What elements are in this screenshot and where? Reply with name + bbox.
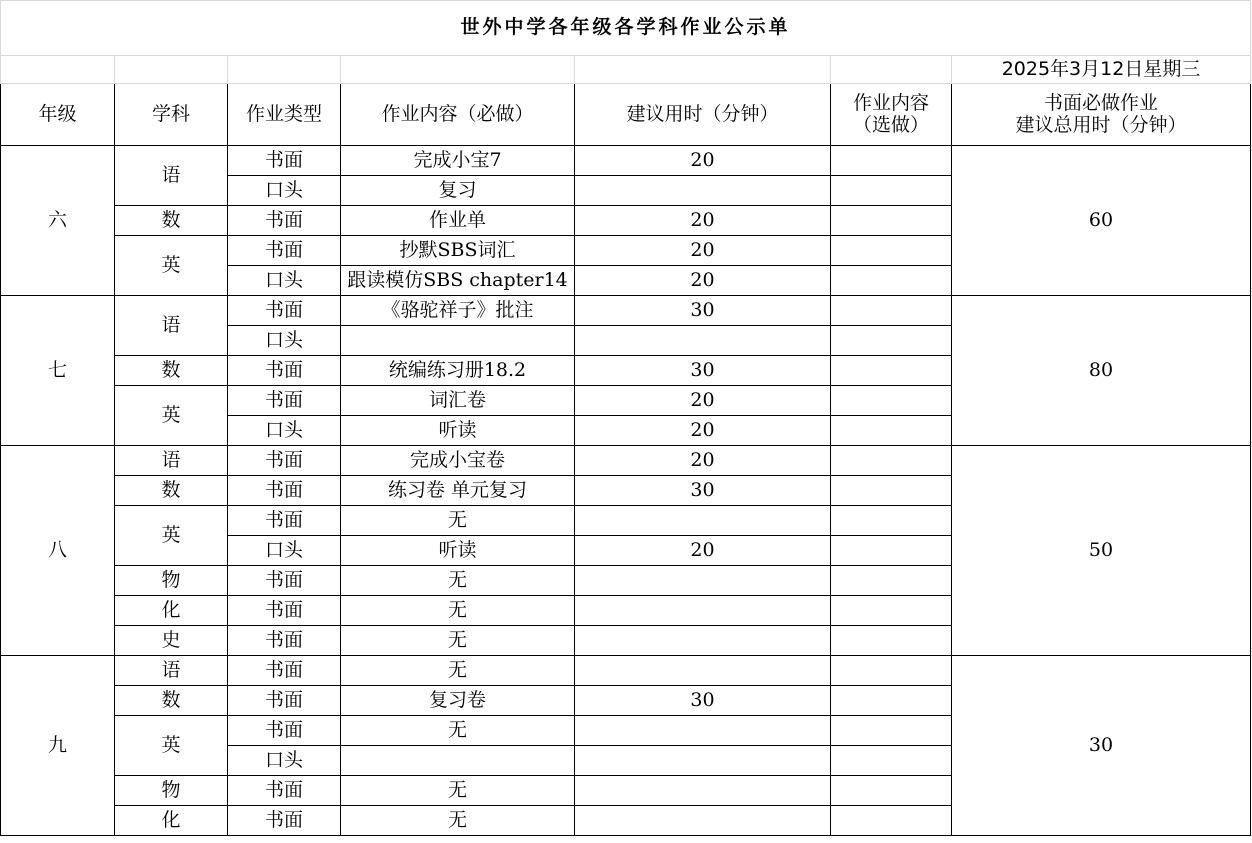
content-cell: 统编练习册18.2: [341, 356, 575, 386]
content-cell: 练习卷 单元复习: [341, 476, 575, 506]
time-cell: 20: [575, 266, 831, 296]
page-title: 世外中学各年级各学科作业公示单: [1, 1, 1251, 56]
type-cell: 口头: [228, 746, 341, 776]
optional-cell: [831, 626, 952, 656]
type-cell: 书面: [228, 596, 341, 626]
subject-cell: 数: [115, 686, 228, 716]
type-cell: 书面: [228, 626, 341, 656]
header-total: [952, 84, 1251, 146]
type-cell: 书面: [228, 386, 341, 416]
optional-cell: [831, 506, 952, 536]
optional-cell: [831, 176, 952, 206]
content-cell: 复习: [341, 176, 575, 206]
content-cell: 《骆驼祥子》批注: [341, 296, 575, 326]
total-time-cell: 50: [952, 446, 1251, 656]
time-cell: [575, 326, 831, 356]
subject-cell: 英: [115, 386, 228, 446]
spacer-cell: [1, 56, 115, 84]
optional-cell: [831, 716, 952, 746]
optional-cell: [831, 806, 952, 836]
content-cell: 词汇卷: [341, 386, 575, 416]
content-cell: 复习卷: [341, 686, 575, 716]
spacer-cell: [115, 56, 228, 84]
header-content: 作业内容（必做）: [341, 84, 575, 146]
time-cell: 20: [575, 146, 831, 176]
optional-cell: [831, 206, 952, 236]
content-cell: 无: [341, 626, 575, 656]
subject-cell: 物: [115, 776, 228, 806]
content-cell: 无: [341, 776, 575, 806]
time-cell: [575, 506, 831, 536]
type-cell: 书面: [228, 476, 341, 506]
type-cell: 书面: [228, 356, 341, 386]
time-cell: [575, 626, 831, 656]
optional-cell: [831, 146, 952, 176]
optional-cell: [831, 686, 952, 716]
content-cell: 完成小宝卷: [341, 446, 575, 476]
subject-cell: 史: [115, 626, 228, 656]
type-cell: 书面: [228, 146, 341, 176]
time-cell: 30: [575, 686, 831, 716]
type-cell: 书面: [228, 686, 341, 716]
subject-cell: 英: [115, 506, 228, 566]
header-grade: 年级: [1, 84, 115, 146]
content-cell: 完成小宝7: [341, 146, 575, 176]
header-total-line2: 建议总用时（分钟）: [1015, 113, 1187, 136]
optional-cell: [831, 746, 952, 776]
type-cell: 书面: [228, 236, 341, 266]
optional-cell: [831, 416, 952, 446]
content-cell: 抄默SBS词汇: [341, 236, 575, 266]
time-cell: [575, 596, 831, 626]
content-cell: 无: [341, 506, 575, 536]
content-cell: 无: [341, 566, 575, 596]
grade-cell: 六: [1, 146, 115, 296]
total-time-cell: 30: [952, 656, 1251, 836]
header-subject: 学科: [115, 84, 228, 146]
header-total-line1: 书面必做作业: [1044, 91, 1159, 114]
time-cell: 20: [575, 446, 831, 476]
subject-cell: 语: [115, 296, 228, 356]
header-time: 建议用时（分钟）: [575, 84, 831, 146]
header-optional-line1: 作业内容: [852, 91, 929, 114]
optional-cell: [831, 476, 952, 506]
time-cell: 20: [575, 206, 831, 236]
subject-cell: 化: [115, 806, 228, 836]
grade-cell: 七: [1, 296, 115, 446]
time-cell: [575, 176, 831, 206]
optional-cell: [831, 446, 952, 476]
subject-cell: 数: [115, 476, 228, 506]
table-row: [1, 656, 1251, 686]
content-cell: 无: [341, 596, 575, 626]
optional-cell: [831, 776, 952, 806]
type-cell: 书面: [228, 806, 341, 836]
time-cell: [575, 806, 831, 836]
time-cell: [575, 776, 831, 806]
time-cell: 20: [575, 416, 831, 446]
content-cell: [341, 326, 575, 356]
time-cell: 30: [575, 476, 831, 506]
type-cell: 书面: [228, 506, 341, 536]
spacer-cell: [228, 56, 341, 84]
type-cell: 书面: [228, 296, 341, 326]
total-time-cell: 80: [952, 296, 1251, 446]
content-cell: 听读: [341, 416, 575, 446]
header-row: [1, 84, 1251, 146]
subject-cell: 英: [115, 236, 228, 296]
optional-cell: [831, 566, 952, 596]
type-cell: 书面: [228, 776, 341, 806]
subject-cell: 语: [115, 146, 228, 206]
time-cell: [575, 566, 831, 596]
time-cell: 20: [575, 536, 831, 566]
type-cell: 口头: [228, 536, 341, 566]
optional-cell: [831, 356, 952, 386]
type-cell: 口头: [228, 416, 341, 446]
subject-cell: 英: [115, 716, 228, 776]
type-cell: 口头: [228, 176, 341, 206]
time-cell: [575, 656, 831, 686]
content-cell: 无: [341, 806, 575, 836]
optional-cell: [831, 386, 952, 416]
spacer-cell: [575, 56, 831, 84]
time-cell: 30: [575, 356, 831, 386]
subject-cell: 语: [115, 446, 228, 476]
subject-cell: 物: [115, 566, 228, 596]
content-cell: 跟读模仿SBS chapter14: [341, 266, 575, 296]
grade-cell: 八: [1, 446, 115, 656]
grade-cell: 九: [1, 656, 115, 836]
optional-cell: [831, 296, 952, 326]
optional-cell: [831, 266, 952, 296]
optional-cell: [831, 536, 952, 566]
content-cell: 作业单: [341, 206, 575, 236]
optional-cell: [831, 326, 952, 356]
content-cell: 无: [341, 656, 575, 686]
spacer-cell: [831, 56, 952, 84]
optional-cell: [831, 596, 952, 626]
type-cell: 书面: [228, 656, 341, 686]
subject-cell: 数: [115, 206, 228, 236]
total-time-cell: 60: [952, 146, 1251, 296]
header-optional-line2: （选做）: [852, 113, 929, 136]
time-cell: 20: [575, 236, 831, 266]
time-cell: 20: [575, 386, 831, 416]
subject-cell: 数: [115, 356, 228, 386]
header-type: 作业类型: [228, 84, 341, 146]
type-cell: 书面: [228, 566, 341, 596]
table-row: [1, 446, 1251, 476]
content-cell: 无: [341, 716, 575, 746]
type-cell: 口头: [228, 266, 341, 296]
type-cell: 口头: [228, 326, 341, 356]
content-cell: [341, 746, 575, 776]
subject-cell: 化: [115, 596, 228, 626]
table-row: [1, 296, 1251, 326]
time-cell: 30: [575, 296, 831, 326]
subject-cell: 语: [115, 656, 228, 686]
type-cell: 书面: [228, 206, 341, 236]
header-optional: [831, 84, 952, 146]
type-cell: 书面: [228, 446, 341, 476]
spacer-cell: [341, 56, 575, 84]
content-cell: 听读: [341, 536, 575, 566]
time-cell: [575, 746, 831, 776]
time-cell: [575, 716, 831, 746]
table-row: [1, 146, 1251, 176]
optional-cell: [831, 656, 952, 686]
optional-cell: [831, 236, 952, 266]
type-cell: 书面: [228, 716, 341, 746]
date-label: 2025年3月12日星期三: [952, 56, 1251, 84]
